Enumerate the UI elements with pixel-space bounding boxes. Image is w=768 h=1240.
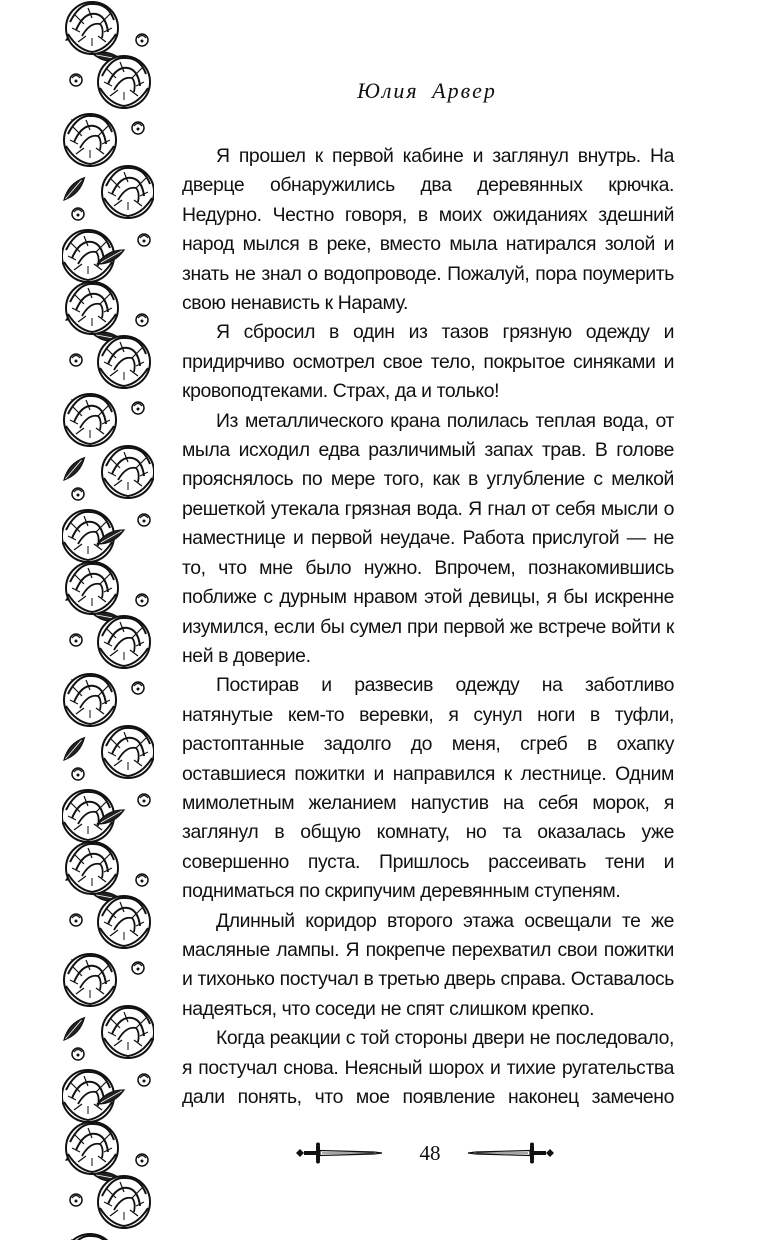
page-number: 48 <box>419 1141 441 1165</box>
peony-flower-icon <box>62 0 154 1240</box>
body-text <box>182 142 674 1112</box>
paragraph: Длинный коридор второго этажа освещали те же масляные лампы. Я покрепче перехватил свои пожитки и тихонько постучал в третью дверь справа. Оставалось надеяться, что соседи не спят слишком крепко. <box>182 909 674 1020</box>
paragraph: Я сбросил в один из тазов грязную одежду и придирчиво осмотрел свое тело, покрытое синяками и кровоподтеками. Страх, да и только! <box>182 321 674 403</box>
floral-border <box>62 0 154 1240</box>
sword-right-icon <box>466 1142 556 1164</box>
paragraph: Я прошел к первой кабине и заглянул внутрь. На дверце обнаружились два деревянных крючка. Недурно. Честно говоря, в моих ожиданиях здешний народ мылся в реке, вместо мыла натирался золой и знать не знал о водопроводе. Пожалуй, пора поумерить свою ненависть к Нараму. <box>182 145 674 315</box>
paragraph: Постирав и развесив одежду на заботливо натянутые кем-то веревки, я сунул ноги в туфли, растоптанные задолго до меня, сгреб в охапку оставшиеся пожитки и направился к лестнице. Одним мимолетным желанием напустив на себя морок, я заглянул в общую комнату, но та оказалась уже совершенно пуста. Пришлось рассеивать тени и подниматься по скрипучим деревянным ступеням. <box>182 674 674 903</box>
paragraph: Когда реакции с той стороны двери не последовало, я постучал снова. Неясный шорох и тихие ругательства дали понять, что мое появление наконец замечено <box>182 1027 674 1108</box>
page-footer <box>290 1138 570 1168</box>
paragraph: Из металлического крана полилась теплая вода, от мыла исходил едва различимый запах трав. В голове прояснялось по мере того, как в углубление с мелкой решеткой утекала грязная вода. Я гнал от себя мысли о наместнице и первой неудаче. Работа прислугой — не то, что мне было нужно. Впрочем, познакомившись поближе с дурным нравом этой девицы, я бы искренне изумился, если бы сумел при первой же встрече войти к ней в доверие. <box>182 409 674 667</box>
running-header-author: Юлия Арвер <box>357 78 497 103</box>
